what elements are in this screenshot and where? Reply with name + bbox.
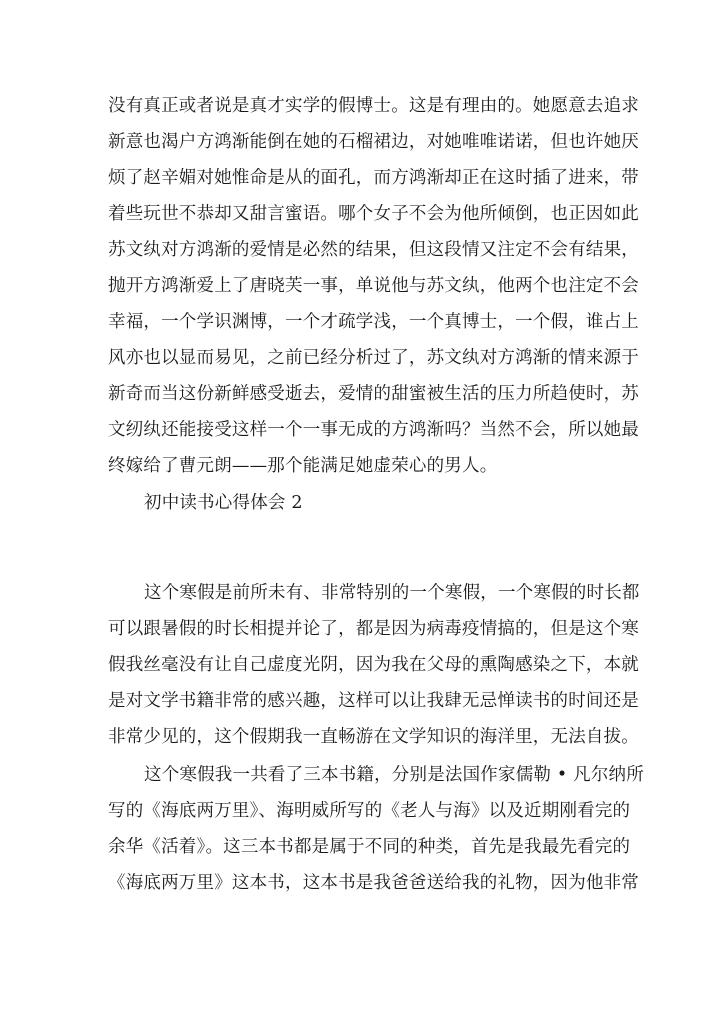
paragraph-2-line-5: 非常少见的，这个假期我一直畅游在文学知识的海洋里，无法自拔。: [108, 727, 639, 747]
paragraph-3-line-2: 写的《海底两万里》、海明威所写的《老人与海》以及近期刚看完的: [108, 801, 631, 821]
paragraph-3-line-4: 《海底两万里》这本书，这本书是我爸爸送给我的礼物，因为他非常: [108, 873, 639, 893]
paragraph-1-line-10: 文纫纨还能接受这样一个一事无成的方鸿渐吗？当然不会，所以她最: [108, 420, 639, 440]
paragraph-2-line-2: 可以跟暑假的时长相提并论了，都是因为病毒疫情搞的，但是这个寒: [108, 619, 639, 639]
paragraph-1-line-7: 幸福，一个学识渊博，一个才疏学浅，一个真博士，一个假，谁占上: [108, 312, 639, 332]
paragraph-1-line-6: 抛开方鸿渐爱上了唐晓芙一事，单说他与苏文纨，他两个也注定不会: [108, 276, 639, 296]
section-heading: 初中读书心得体会 2: [144, 493, 303, 513]
paragraph-2-line-3: 假我丝毫没有让自己虚度光阴，因为我在父母的熏陶感染之下，本就: [108, 655, 639, 675]
paragraph-1-line-11: 终嫁给了曹元朗——那个能满足她虚荣心的男人。: [108, 456, 498, 476]
paragraph-1-line-5: 苏文纨对方鸿渐的爱情是必然的结果，但这段情又注定不会有结果，: [108, 240, 639, 260]
paragraph-1-line-4: 着些玩世不恭却又甜言蜜语。哪个女子不会为他所倾倒，也正因如此: [108, 204, 639, 224]
paragraph-1-line-2: 新意也渴户方鸿渐能倒在她的石榴裙边，对她唯唯诺诺，但也许她厌: [108, 132, 639, 152]
paragraph-1-line-3: 烦了赵辛媚对她惟命是从的面孔，而方鸿渐却正在这时插了进来，带: [108, 168, 639, 188]
paragraph-1-line-8: 风亦也以显而易见，之前已经分析过了，苏文纨对方鸿渐的情来源于: [108, 348, 639, 368]
paragraph-3-line-3: 余华《活着》。这三本书都是属于不同的种类，首先是我最先看完的: [108, 837, 631, 857]
paragraph-1-line-1: 没有真正或者说是真才实学的假博士。这是有理由的。她愿意去追求: [108, 96, 639, 116]
paragraph-3-line-1: 这个寒假我一共看了三本书籍，分别是法国作家儒勒 • 凡尔纳所: [144, 765, 644, 785]
paragraph-2-line-4: 是对文学书籍非常的感兴趣，这样可以让我肆无忌惮读书的时间还是: [108, 691, 639, 711]
paragraph-1-line-9: 新奇而当这份新鲜感受逝去，爱情的甜蜜被生活的压力所趋使时，苏: [108, 384, 639, 404]
paragraph-2-line-1: 这个寒假是前所未有、非常特别的一个寒假，一个寒假的时长都: [144, 583, 640, 603]
